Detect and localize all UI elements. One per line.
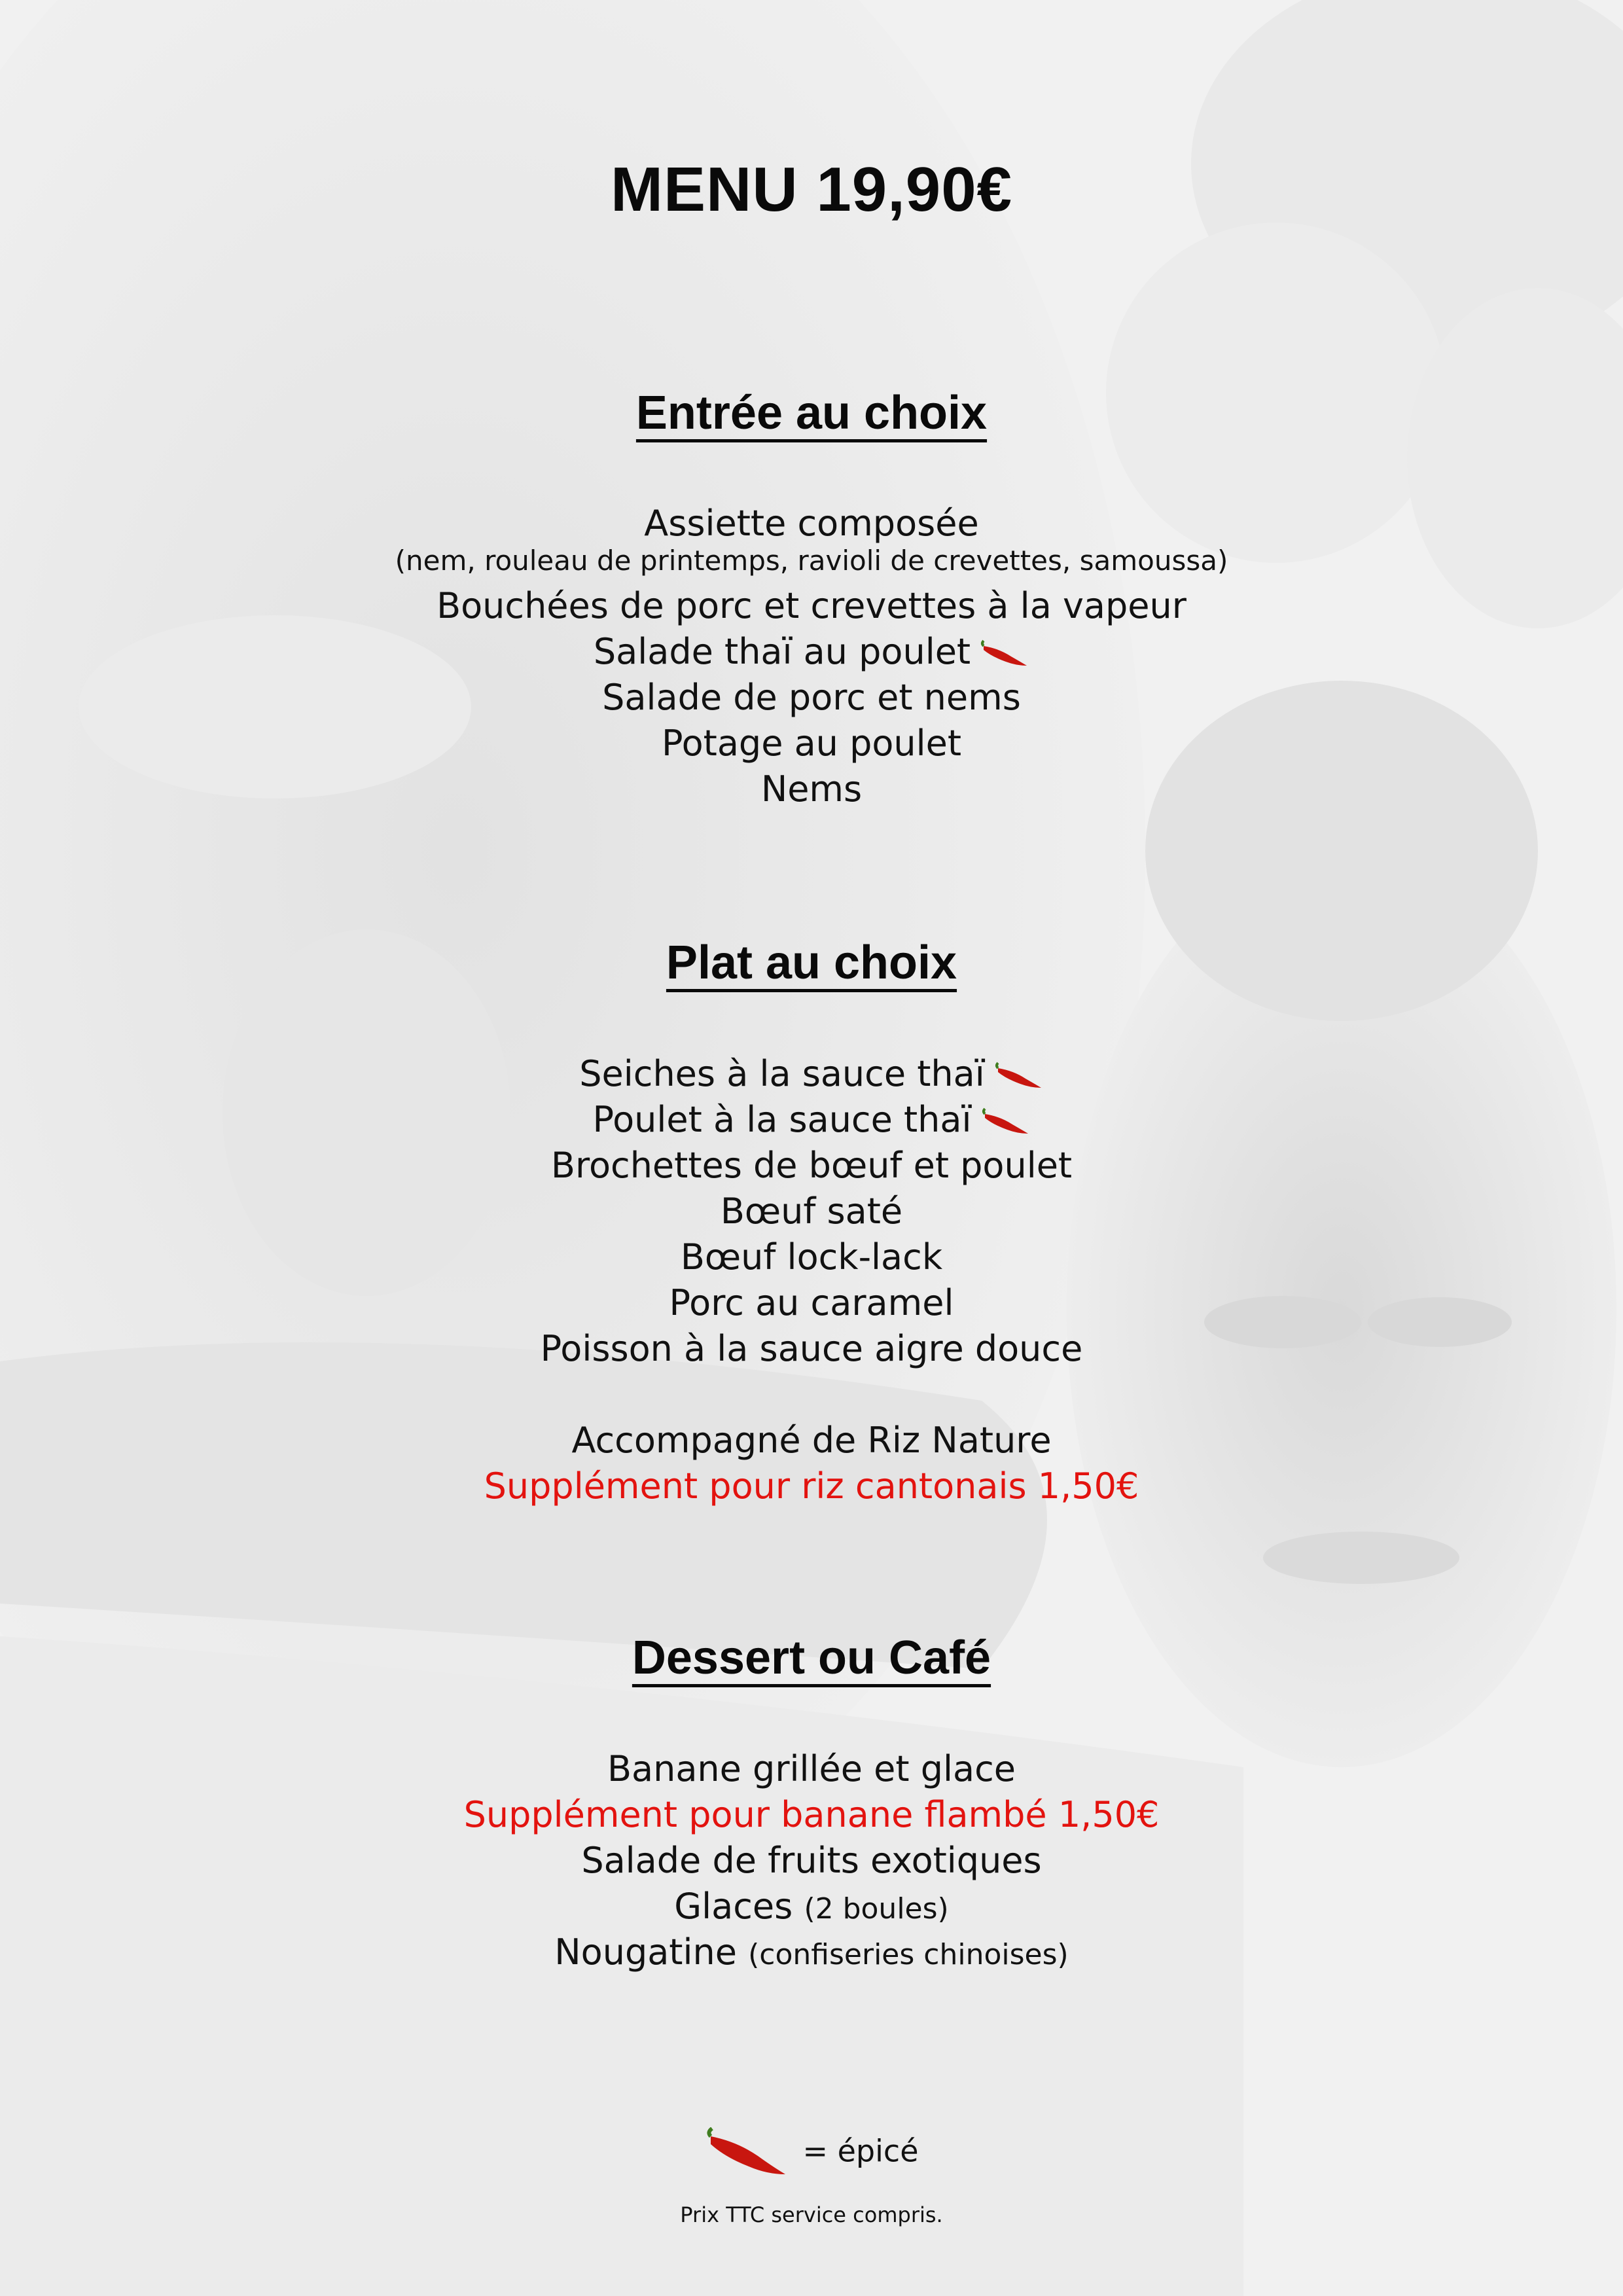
legend-label: = épicé [802, 2133, 919, 2169]
entree-item: Assiette composée [644, 503, 979, 544]
entree-list [0, 501, 1623, 812]
entree-item: Nems [760, 768, 863, 810]
chili-pepper-icon [980, 639, 1029, 668]
plat-item-label: Seiches à la sauce thaï [579, 1053, 985, 1094]
plat-item-spicy [0, 1097, 1623, 1143]
dessert-item-label: Nougatine [554, 1931, 737, 1973]
plat-item-spicy [0, 1051, 1623, 1097]
dessert-heading: Dessert ou Café [632, 1632, 991, 1684]
plat-list [0, 1051, 1623, 1509]
entree-item: Salade de porc et nems [602, 677, 1021, 718]
dessert-supplement: Supplément pour banane flambé 1,50€ [463, 1794, 1160, 1835]
plat-item: Porc au caramel [669, 1282, 954, 1323]
spacer [0, 1372, 1623, 1418]
chili-pepper-icon [704, 2127, 789, 2179]
entree-item: Potage au poulet [661, 723, 962, 764]
dessert-item [0, 1884, 1623, 1929]
menu-title: MENU 19,90€ [611, 154, 1012, 224]
plat-item: Bœuf saté [720, 1191, 903, 1232]
entree-item: Bouchées de porc et crevettes à la vapeur [437, 585, 1186, 626]
entree-item-spicy [0, 629, 1623, 675]
dessert-item-note: (2 boules) [804, 1892, 949, 1926]
plat-accompaniment: Accompagné de Riz Nature [571, 1420, 1052, 1461]
spicy-legend [0, 2127, 1623, 2179]
entree-item-note: (nem, rouleau de printemps, ravioli de crevettes, samoussa) [395, 545, 1228, 577]
dessert-item-label: Glaces [674, 1886, 793, 1927]
plat-item: Bœuf lock-lack [680, 1236, 943, 1278]
entree-item-label: Salade thaï au poulet [593, 631, 971, 672]
plat-item: Poisson à la sauce aigre douce [540, 1328, 1083, 1369]
chili-pepper-icon [994, 1062, 1044, 1090]
dessert-item: Salade de fruits exotiques [581, 1840, 1042, 1881]
plat-item: Brochettes de bœuf et poulet [550, 1145, 1073, 1186]
chili-pepper-icon [981, 1107, 1031, 1136]
dessert-item-note: (confiseries chinoises) [748, 1938, 1069, 1971]
dessert-list [0, 1746, 1623, 1975]
plat-heading: Plat au choix [666, 937, 957, 989]
entree-heading: Entrée au choix [635, 387, 988, 439]
plat-supplement: Supplément pour riz cantonais 1,50€ [484, 1465, 1139, 1507]
dessert-item: Banane grillée et glace [607, 1748, 1016, 1789]
price-footnote: Prix TTC service compris. [680, 2202, 943, 2227]
dessert-item [0, 1929, 1623, 1975]
plat-item-label: Poulet à la sauce thaï [592, 1099, 972, 1140]
